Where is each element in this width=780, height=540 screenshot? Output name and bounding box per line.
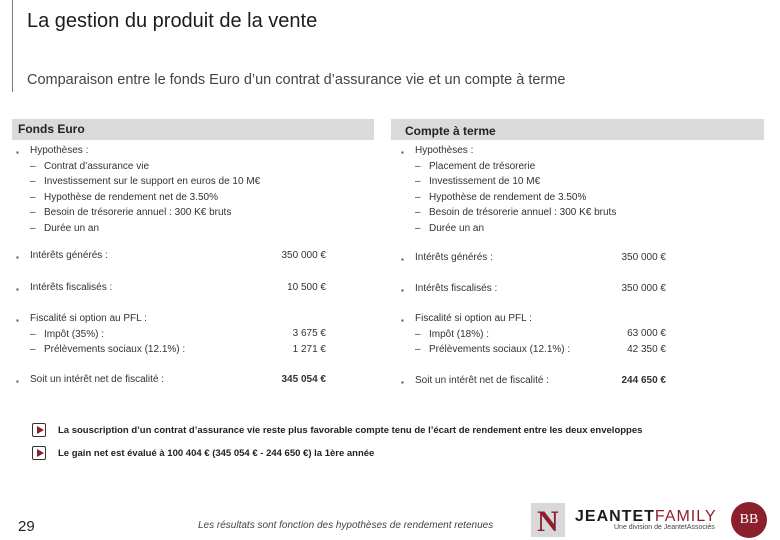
right-pfl-label: Fiscalité si option au PFL : [415, 313, 532, 324]
arrow-icon [32, 423, 46, 437]
left-pfl-value: 3 675 € [292, 328, 326, 339]
bullet-icon: ▪ [401, 286, 404, 295]
left-taxable-value: 10 500 € [287, 282, 326, 293]
bullet-icon: ▪ [16, 253, 19, 262]
jeantet-logo: JEANTETFAMILY [575, 508, 717, 525]
right-generated-value: 350 000 € [621, 252, 666, 263]
compte-terme-heading: Compte à terme [405, 124, 496, 138]
left-net-label: Soit un intérêt net de fiscalité : [30, 374, 164, 385]
bullet-icon: ▪ [401, 255, 404, 264]
logo-subtitle: Une division de JeantetAssociés [614, 524, 715, 531]
right-pfl-value: 63 000 € [627, 328, 666, 339]
arrow-icon [32, 446, 46, 460]
left-pfl-item: – Impôt (35%) : [30, 328, 105, 340]
right-pfl [415, 311, 570, 358]
left-generated-label: Intérêts générés : [30, 250, 108, 261]
left-generated-value: 350 000 € [281, 250, 326, 261]
left-hyp-item: – Contrat d’assurance vie [30, 160, 150, 172]
right-hyp-item: – Besoin de trésorerie annuel : 300 K€ bruts [415, 207, 617, 218]
left-pfl-value: 1 271 € [292, 343, 326, 355]
bullet-icon: ▪ [401, 378, 404, 387]
right-taxable-label: Intérêts fiscalisés : [415, 283, 498, 294]
left-pfl-item: – Prélèvements sociaux (12.1%) : [30, 344, 186, 355]
right-hypotheses [415, 143, 616, 236]
compte-terme-header [391, 119, 764, 140]
right-hyp-label: Hypothèses : [415, 145, 474, 156]
bullet-icon: ▪ [16, 148, 19, 157]
right-pfl-item: – Impôt (18%) : [415, 328, 490, 340]
right-hyp-item: – Hypothèse de rendement de 3.50% [415, 191, 587, 203]
left-hyp-item: – Hypothèse de rendement net de 3.50% [30, 191, 219, 203]
right-pfl-value: 42 350 € [627, 343, 666, 355]
right-pfl-item: – Prélèvements sociaux (12.1%) : [415, 344, 571, 355]
left-hyp-item: – Durée un an [30, 222, 100, 234]
right-generated-label: Intérêts générés : [415, 252, 493, 263]
right-hyp-item: – Investissement de 10 M€ [415, 176, 541, 187]
n-logo-icon: N [531, 503, 565, 537]
left-hyp-label: Hypothèses : [30, 145, 89, 156]
bullet-icon: ▪ [16, 377, 19, 386]
conclusion-1: La souscription d’un contrat d’assurance vie reste plus favorable compte tenu de l’écart de rendement entre les deux enveloppes [58, 425, 643, 436]
bullet-icon: ▪ [16, 285, 19, 294]
left-taxable-label: Intérêts fiscalisés : [30, 282, 113, 293]
header-divider [12, 0, 13, 92]
left-net-value: 345 054 € [281, 374, 326, 385]
right-hyp-item: – Durée un an [415, 222, 485, 234]
right-pfl-values [570, 326, 666, 357]
left-pfl [30, 311, 185, 358]
page-number: 29 [18, 518, 35, 535]
bullet-icon: ▪ [401, 148, 404, 157]
bullet-icon: ▪ [16, 316, 19, 325]
footer-note: Les résultats sont fonction des hypothèses de rendement retenues [198, 520, 494, 531]
left-hyp-item: – Investissement sur le support en euros de 10 M€ [30, 176, 261, 187]
fonds-euro-header [12, 119, 374, 140]
bullet-icon: ▪ [401, 316, 404, 325]
left-pfl-values [230, 326, 326, 357]
right-hyp-item: – Placement de trésorerie [415, 160, 536, 172]
page-subtitle: Comparaison entre le fonds Euro d’un contrat d’assurance vie et un compte à terme [27, 72, 566, 88]
bb-logo-icon: BB [731, 502, 767, 538]
left-pfl-label: Fiscalité si option au PFL : [30, 313, 147, 324]
left-hyp-item: – Besoin de trésorerie annuel : 300 K€ bruts [30, 207, 232, 218]
page-title: La gestion du produit de la vente [27, 10, 318, 32]
conclusion-2: Le gain net est évalué à 100 404 € (345 054 € - 244 650 €) la 1ère année [58, 448, 375, 459]
fonds-euro-heading: Fonds Euro [18, 122, 85, 136]
right-net-value: 244 650 € [621, 375, 666, 386]
left-hypotheses [30, 143, 260, 236]
right-taxable-value: 350 000 € [621, 283, 666, 294]
right-net-label: Soit un intérêt net de fiscalité : [415, 375, 549, 386]
